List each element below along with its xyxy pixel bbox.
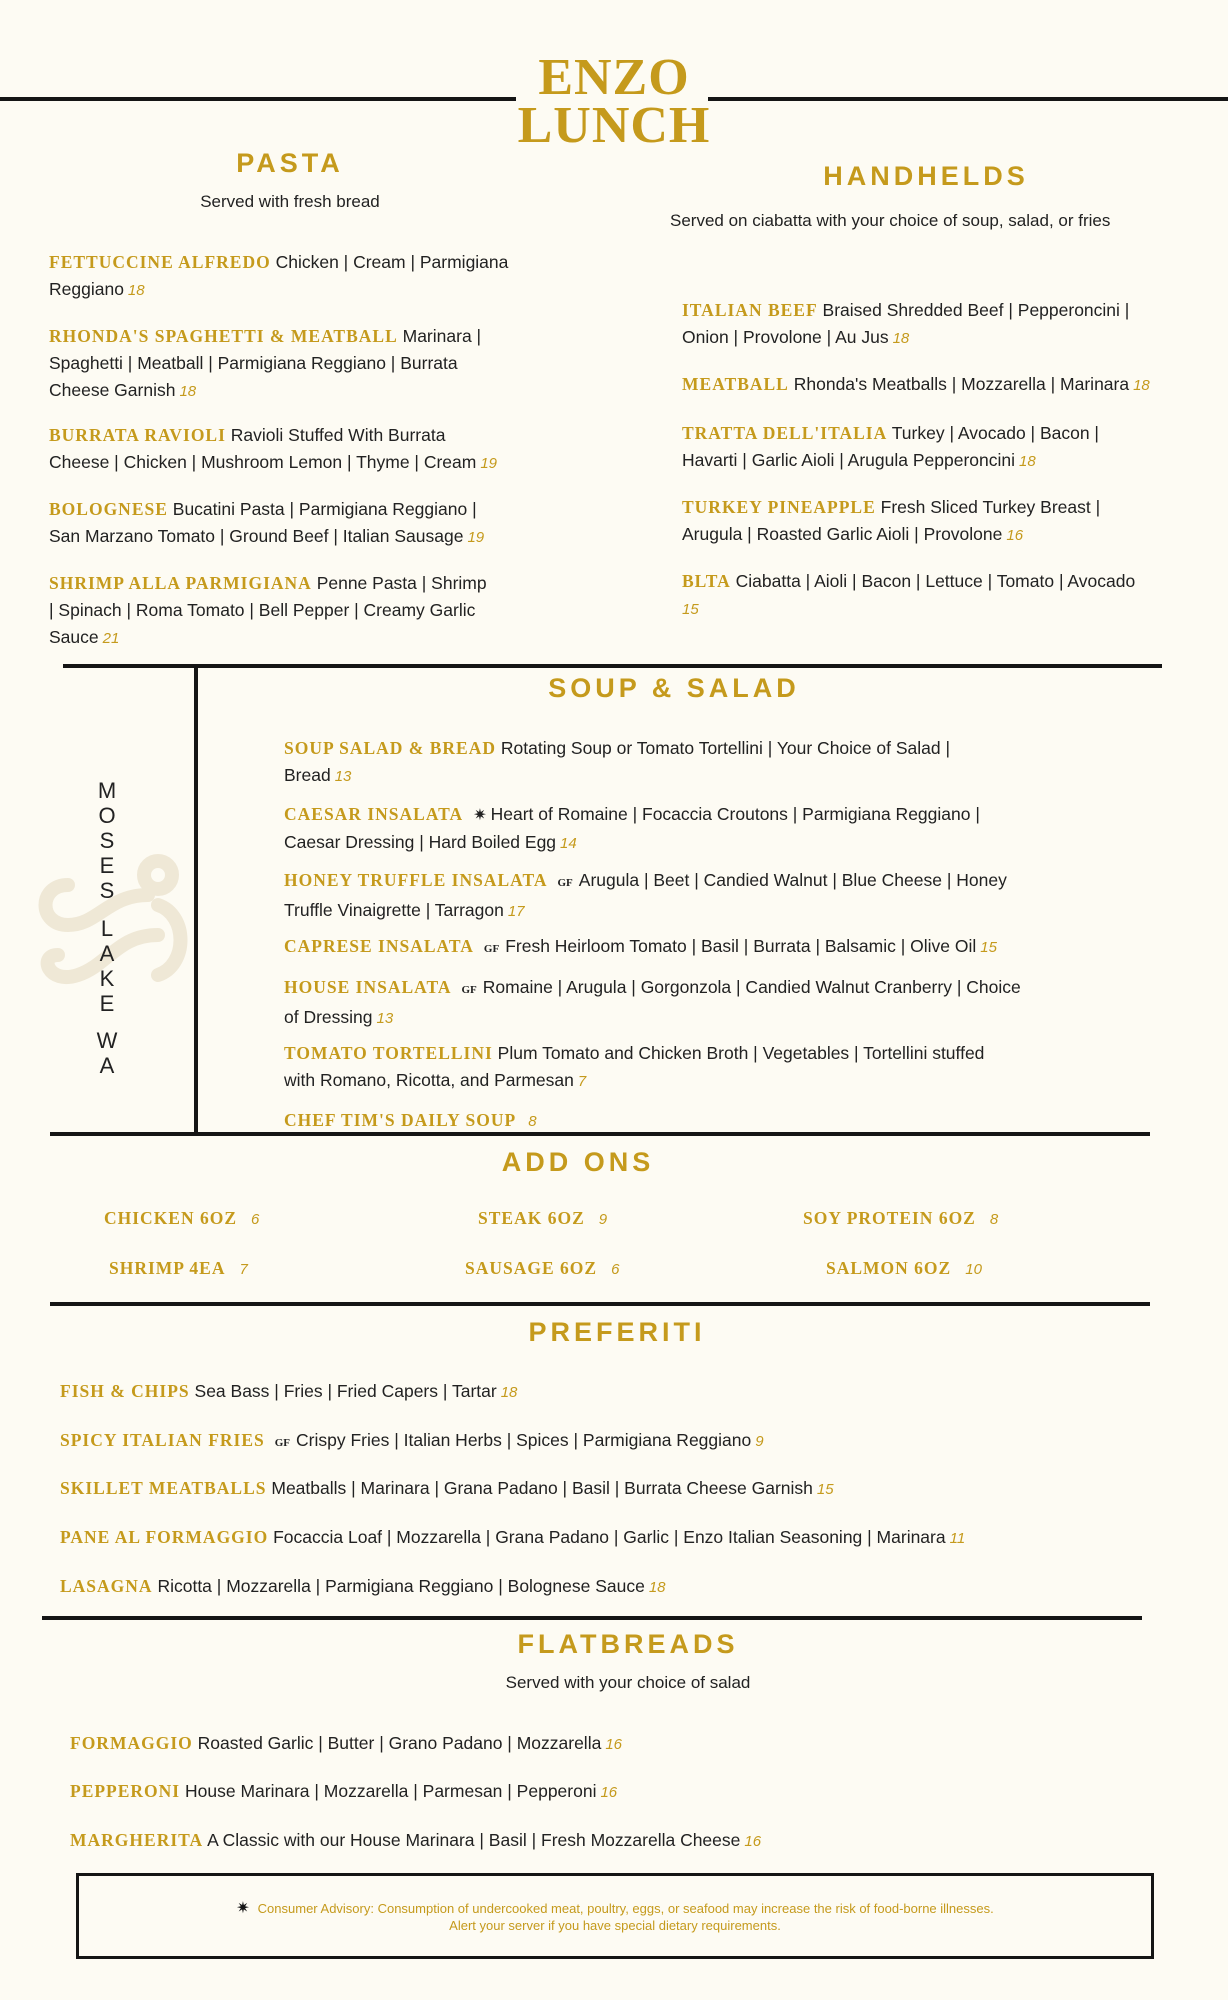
item-name: CHEF TIM'S DAILY SOUP [284,1110,517,1130]
item-name: TRATTA DELL'ITALIA [682,423,888,443]
item-desc: Chicken | Cream | Parmigiana [275,252,509,272]
item-desc: Reggiano [49,279,124,299]
addon-name: SAUSAGE 6OZ [465,1258,598,1278]
item-name: PANE AL FORMAGGIO [60,1527,269,1547]
item-price: 13 [334,768,352,785]
menu-item [682,420,1202,475]
item-price: 16 [605,1736,623,1753]
menu-item [49,249,549,304]
item-price: 14 [560,835,577,852]
item-desc: Arugula | Roasted Garlic Aioli | Provolone [682,524,1003,544]
consumer-advisory-box [76,1873,1154,1959]
flatbreads-title: FLATBREADS [517,1629,739,1659]
item-price: 16 [1006,527,1024,544]
item-price: 18 [179,383,197,400]
item-name: SHRIMP ALLA PARMIGIANA [49,573,312,593]
item-desc: Turkey | Avocado | Bacon | [891,423,1099,443]
location-letter: E [99,853,115,878]
item-price: 18 [500,1384,518,1401]
menu-item [284,1107,1104,1135]
flatbreads-subtitle: Served with your choice of salad [505,1673,751,1692]
item-name: MARGHERITA [70,1830,204,1850]
item-desc: Ciabatta | Aioli | Bacon | Lettuce | Tomato | Avocado [735,571,1136,591]
pasta-title: PASTA [236,148,344,178]
addon-price: 6 [611,1261,620,1278]
addon-price: 9 [598,1211,608,1228]
item-price: 7 [577,1073,587,1090]
menu-item [60,1573,1140,1601]
item-desc: Sauce [49,627,99,647]
item-desc: Caesar Dressing | Hard Boiled Egg [284,832,557,852]
item-name: RHONDA'S SPAGHETTI & MEATBALL [49,326,398,346]
item-desc: Rotating Soup or Tomato Tortellini | Your Choice of Salad | [500,738,951,758]
item-desc: Rhonda's Meatballs | Mozzarella | Marinara [793,374,1130,394]
location-letter: S [99,828,115,853]
item-desc: Onion | Provolone | Au Jus [682,327,889,347]
addon-name: SALMON 6OZ [826,1258,952,1278]
addon-item [803,1208,998,1229]
item-desc: with Romano, Ricotta, and Parmesan [284,1070,574,1090]
menu-item [70,1778,1150,1806]
gluten-free-badge: GF [557,877,573,889]
item-desc: Roasted Garlic | Butter | Grano Padano | Mozzarella [197,1733,602,1753]
menu-item [284,933,1104,963]
location-letter: A [99,940,115,966]
item-price: 8 [528,1113,537,1130]
advisory-text: Consumer Advisory: Consumption of undercooked meat, poultry, eggs, or seafood may increase the risk of food-borne illnesses. [257,1901,994,1916]
item-desc: San Marzano Tomato | Ground Beef | Italian Sausage [49,526,464,546]
item-desc: House Marinara | Mozzarella | Parmesan | Pepperoni [185,1781,597,1801]
menu-item [284,867,1104,925]
item-desc: Bread [284,765,331,785]
addon-item [104,1208,259,1229]
menu-item [60,1378,1140,1406]
menu-item [682,568,1202,623]
item-name: ITALIAN BEEF [682,300,818,320]
item-price: 15 [816,1481,834,1498]
item-desc: Arugula | Beet | Candied Walnut | Blue Cheese | Honey [578,870,1007,890]
advisory-line-1 [79,1900,1151,1917]
addon-price: 7 [239,1261,248,1278]
item-name: TURKEY PINEAPPLE [682,497,876,517]
item-desc: Cheese Garnish [49,380,176,400]
addon-name: SOY PROTEIN 6OZ [803,1208,976,1228]
addons-title: ADD ONS [501,1147,655,1177]
location-letter: L [100,915,114,941]
addon-item [478,1208,607,1229]
menu-item [60,1427,1140,1457]
location-vertical-text [92,778,122,1078]
item-price: 13 [376,1010,394,1027]
menu-item [70,1730,1150,1758]
preferiti-rule-bottom [42,1616,1142,1620]
location-letter: O [98,803,116,828]
item-price: 11 [949,1530,966,1547]
item-name: CAESAR INSALATA [284,804,464,824]
item-name: HOUSE INSALATA [284,977,452,997]
item-price: 15 [980,939,997,956]
item-desc: of Dressing [284,1007,373,1027]
item-desc: Penne Pasta | Shrimp [316,573,487,593]
handhelds-subtitle: Served on ciabatta with your choice of soup, salad, or fries [670,211,1111,230]
item-desc: Crispy Fries | Italian Herbs | Spices | Parmigiana Reggiano [296,1430,752,1450]
item-desc: Ravioli Stuffed With Burrata [230,425,446,445]
item-name: FORMAGGIO [70,1733,193,1753]
item-desc: Fresh Sliced Turkey Breast | [880,497,1101,517]
menu-item [284,1040,1104,1095]
item-desc: Cheese | Chicken | Mushroom Lemon | Thyme | Cream [49,452,477,472]
item-name: MEATBALL [682,374,789,394]
menu-item [284,974,1104,1032]
addon-price: 6 [251,1211,260,1228]
location-letter: M [97,778,117,803]
menu-item [60,1524,1140,1552]
gluten-free-badge: GF [483,943,500,955]
item-name: PEPPERONI [70,1781,181,1801]
soup-salad-title: SOUP & SALAD [548,673,800,703]
item-desc: Ricotta | Mozzarella | Parmigiana Reggiano | Bolognese Sauce [157,1576,645,1596]
item-price: 18 [1019,453,1036,470]
addons-rule-bottom [50,1302,1150,1306]
item-name: FETTUCCINE ALFREDO [49,252,271,272]
location-letter: E [99,990,115,1016]
item-price: 19 [480,455,498,472]
item-price: 18 [127,282,145,299]
logo [0,49,1228,154]
item-name: SOUP SALAD & BREAD [284,738,496,758]
item-price: 18 [1133,377,1150,394]
addon-name: SHRIMP 4EA [109,1258,226,1278]
item-price: 15 [682,601,699,618]
gluten-free-badge: GF [461,984,477,996]
item-desc: Bucatini Pasta | Parmigiana Reggiano | [172,499,477,519]
addon-item [826,1258,982,1279]
item-price: 9 [755,1433,764,1450]
item-price: 18 [648,1579,666,1596]
menu-item [284,735,1104,790]
item-name: FISH & CHIPS [60,1381,190,1401]
item-price: 19 [467,529,485,546]
item-desc: | Spinach | Roma Tomato | Bell Pepper | Creamy Garlic [49,600,476,620]
item-desc: Heart of Romaine | Focaccia Croutons | Parmigiana Reggiano | [490,804,980,824]
addon-name: STEAK 6OZ [478,1208,585,1228]
location-letter: K [99,965,115,991]
menu-item [284,801,1104,857]
menu-item [49,323,549,405]
item-name: HONEY TRUFFLE INSALATA [284,870,548,890]
menu-item [682,494,1202,549]
location-letter: A [99,1053,115,1078]
advisory-star-icon: ✷ [236,1900,250,1917]
item-name: BOLOGNESE [49,499,168,519]
menu-item [682,371,1202,399]
addon-item [109,1258,248,1279]
menu-item [49,496,549,551]
item-name: BLTA [682,571,731,591]
handhelds-title: HANDHELDS [823,161,1029,191]
advisory-star-icon: ✷ [473,807,487,824]
location-letter: W [96,1028,118,1053]
addon-price: 10 [965,1261,982,1278]
item-price: 16 [600,1784,618,1801]
item-name: SKILLET MEATBALLS [60,1478,267,1498]
item-name: CAPRESE INSALATA [284,936,474,956]
item-price: 21 [102,630,120,647]
item-desc: Focaccia Loaf | Mozzarella | Grana Padano | Garlic | Enzo Italian Seasoning | Marinara [273,1527,946,1547]
menu-item [49,570,549,652]
addon-name: CHICKEN 6OZ [104,1208,238,1228]
location-letter: S [99,878,115,903]
item-name: LASAGNA [60,1576,153,1596]
item-desc: Meatballs | Marinara | Grana Padano | Basil | Burrata Cheese Garnish [271,1478,813,1498]
item-desc: Sea Bass | Fries | Fried Capers | Tartar [194,1381,497,1401]
logo-line-1: ENZO [538,49,690,106]
item-price: 17 [507,903,525,920]
menu-item [70,1827,1150,1855]
menu-item [60,1475,1140,1503]
menu-item [49,422,549,477]
item-desc: Romaine | Arugula | Gorgonzola | Candied Walnut Cranberry | Choice [482,977,1021,997]
item-desc: Truffle Vinaigrette | Tarragon [284,900,504,920]
item-desc: A Classic with our House Marinara | Basil | Fresh Mozzarella Cheese [207,1830,741,1850]
menu-item [682,297,1202,352]
addon-price: 8 [989,1211,999,1228]
item-desc: Braised Shredded Beef | Pepperoncini | [822,300,1130,320]
item-name: BURRATA RAVIOLI [49,425,226,445]
soup-rule-top [63,664,1162,668]
item-desc: Havarti | Garlic Aioli | Arugula Pepperoncini [682,450,1016,470]
item-name: TOMATO TORTELLINI [284,1043,493,1063]
item-price: 16 [744,1833,762,1850]
item-desc: Plum Tomato and Chicken Broth | Vegetables | Tortellini stuffed [497,1043,985,1063]
preferiti-title: PREFERITI [528,1317,706,1347]
gluten-free-badge: GF [274,1437,291,1449]
item-desc: Spaghetti | Meatball | Parmigiana Reggiano | Burrata [49,353,458,373]
item-desc: Marinara | [402,326,482,346]
item-desc: Fresh Heirloom Tomato | Basil | Burrata | Balsamic | Olive Oil [505,936,977,956]
logo-line-2: LUNCH [517,97,711,154]
advisory-line-2: Alert your server if you have special dietary requirements. [449,1918,781,1933]
pasta-subtitle: Served with fresh bread [200,192,380,211]
addon-item [465,1258,619,1279]
item-price: 18 [892,330,910,347]
item-name: SPICY ITALIAN FRIES [60,1430,265,1450]
